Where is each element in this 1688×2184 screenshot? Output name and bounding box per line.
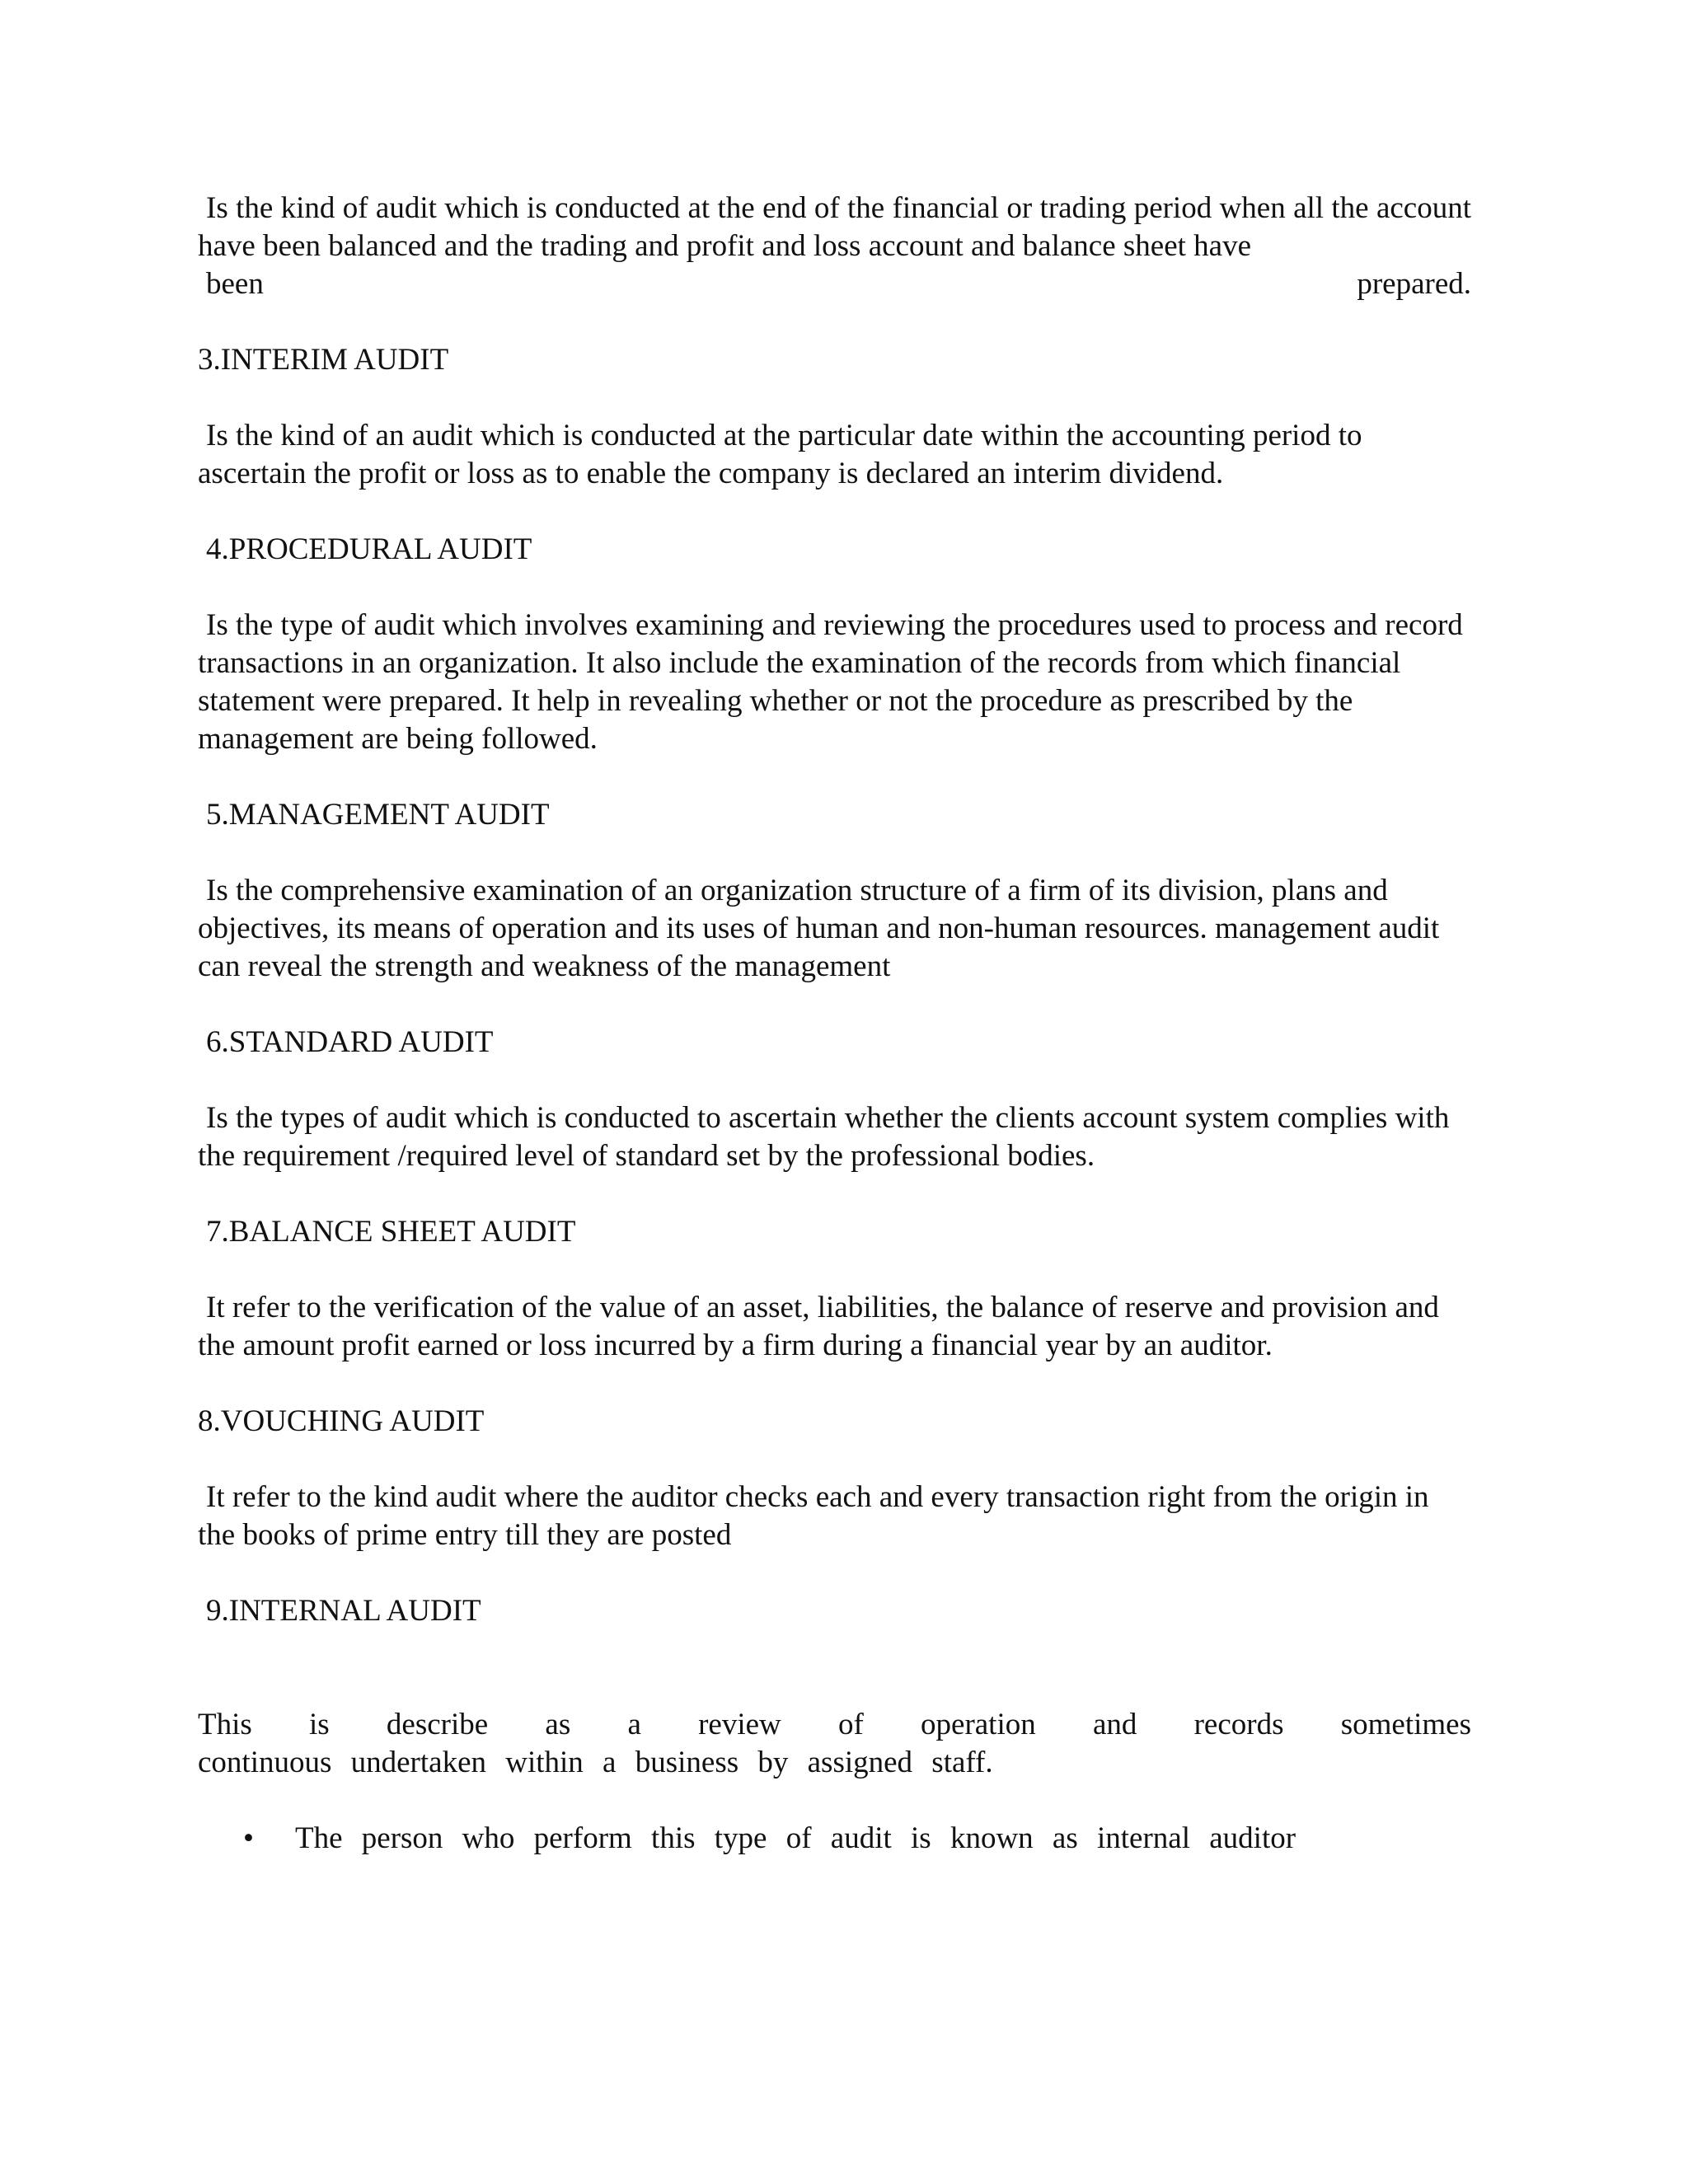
section-body-interim-audit: Is the kind of an audit which is conducted at the particular date within the accounting period to ascertain the profit or loss as to enable the company is declared an interim dividend. — [198, 419, 1362, 490]
section-body-procedural-audit: Is the type of audit which involves examining and reviewing the procedures used to process and record transactions in an organization. It also include the examination of the records from which financial statement were prepared. It help in revealing whether or not the procedure as prescribed by the management are being followed. — [198, 608, 1463, 756]
section-heading-management-audit: 5.MANAGEMENT AUDIT — [206, 798, 550, 832]
intro-paragraph-line2-start: been — [206, 267, 264, 301]
internal-audit-line1: This is describe as a review of operation and records sometimes — [198, 1708, 1471, 1741]
section-heading-standard-audit: 6.STANDARD AUDIT — [206, 1025, 494, 1059]
section-heading-procedural-audit: 4.PROCEDURAL AUDIT — [206, 532, 532, 566]
section-body-management-audit: Is the comprehensive examination of an organization structure of a firm of its division, plans and objectives, its means of operation and its uses of human and non-human resources. management audit can reveal the strength and weakness of the management — [198, 874, 1440, 983]
section-body-standard-audit: Is the types of audit which is conducted to ascertain whether the clients account system complies with the requirement /required level of standard set by the professional bodies. — [198, 1101, 1450, 1173]
section-heading-interim-audit: 3.INTERIM AUDIT — [198, 343, 449, 377]
section-body-balance-sheet-audit: It refer to the verification of the value of an asset, liabilities, the balance of reserve and provision and the amount profit earned or loss incurred by a firm during a financial year by an auditor. — [198, 1291, 1439, 1362]
intro-paragraph-line2-end: prepared. — [1357, 267, 1471, 301]
bullet-list — [198, 1820, 1471, 1858]
internal-audit-line2: continuous undertaken within a business by assigned staff. — [198, 1746, 993, 1779]
internal-audit-paragraph — [198, 1706, 1471, 1782]
list-item — [198, 1820, 1471, 1858]
section-heading-vouching-audit: 8.VOUCHING AUDIT — [198, 1404, 485, 1438]
intro-paragraph — [198, 190, 1471, 303]
intro-paragraph-last-line — [198, 265, 1471, 303]
section-body-vouching-audit: It refer to the kind audit where the auditor checks each and every transaction right from the origin in the books of prime entry till they are posted — [198, 1480, 1429, 1552]
intro-paragraph-line1: Is the kind of audit which is conducted at the end of the financial or trading period when all the account have been balanced and the trading and profit and loss account and balance sheet have — [198, 191, 1471, 263]
bullet-icon: • — [243, 1821, 254, 1855]
section-heading-balance-sheet-audit: 7.BALANCE SHEET AUDIT — [206, 1215, 576, 1249]
document-content — [198, 190, 1471, 1858]
bullet-text: The person who perform this type of audit is known as internal auditor — [295, 1821, 1296, 1855]
section-heading-internal-audit: 9.INTERNAL AUDIT — [206, 1594, 481, 1628]
